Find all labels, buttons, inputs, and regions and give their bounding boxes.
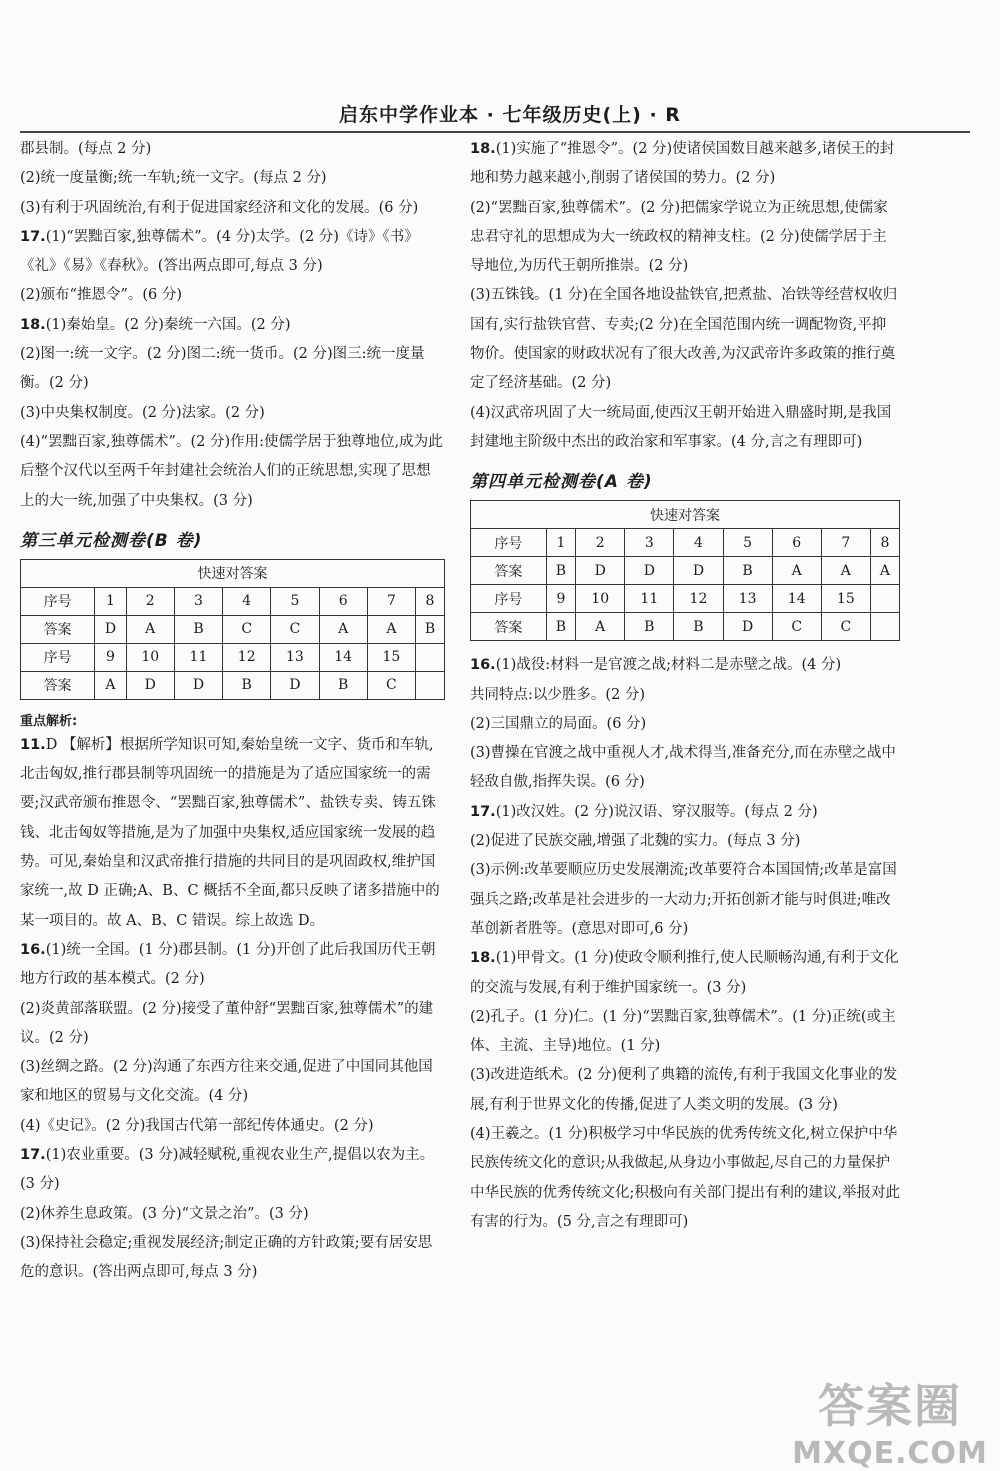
table-cell: 答案 <box>471 557 547 585</box>
table-cell: A <box>772 557 821 585</box>
question-number: 18. <box>470 950 496 967</box>
question-16 <box>20 936 445 995</box>
question-number: 17. <box>470 803 496 820</box>
answer-table <box>20 559 445 700</box>
section-title: 第四单元检测卷(A 卷) <box>470 472 653 493</box>
question-17 <box>20 223 445 282</box>
table-cell: 12 <box>223 643 271 671</box>
answer-text: (3)曹操在官渡之战中重视人才,战术得当,准备充分,而在赤壁之战中轻敌自傲,指挥失误。(6 分) <box>470 745 896 791</box>
table-cell: B <box>723 557 772 585</box>
text-line: (2)统一度量衡;统一车轨;统一文字。(每点 2 分) <box>20 170 327 187</box>
table-cell: 5 <box>723 529 772 557</box>
table-cell: A <box>870 557 899 585</box>
table-cell: 6 <box>319 587 367 615</box>
table-cell: 序号 <box>21 587 95 615</box>
answer-text: (1)改汉姓。(2 分)说汉语、穿汉服等。(每点 2 分) <box>495 803 818 820</box>
table-row <box>21 587 445 615</box>
answer-text: (3)丝绸之路。(2 分)沟通了东西方往来交通,促进了中国同其他国家和地区的贸易与文化交流。(4 分) <box>20 1059 433 1105</box>
table-cell <box>870 613 899 641</box>
table-cell: 6 <box>772 529 821 557</box>
watermark-url: MXQE.COM <box>792 1436 988 1471</box>
answer-text: (1)统一全国。(1 分)郡县制。(1 分)开创了此后我国历代王朝地方行政的基本模式。(2 分) <box>20 941 436 988</box>
table-cell: 1 <box>95 587 126 615</box>
answer-text: (4)王羲之。(1 分)积极学习中华民族的优秀传统文化,树立保护中华民族传统文化的意识;从我做起,从身边小事做起,尽自己的力量保护中华民族的优秀传统文化;积极向有关部门提出有利的建议,举报对此有害的行为。(5 分,言之有理即可) <box>470 1126 900 1230</box>
table-cell: 10 <box>576 585 625 613</box>
right-column <box>470 135 900 1237</box>
table-cell: A <box>821 557 870 585</box>
table-caption: 快速对答案 <box>21 559 445 587</box>
table-cell: D <box>174 671 222 699</box>
question-number: 16. <box>470 657 496 674</box>
question-16 <box>470 651 900 680</box>
table-cell: B <box>416 615 445 643</box>
table-cell: 4 <box>223 587 271 615</box>
key-points-heading: 重点解析: <box>20 713 78 729</box>
table-cell: 答案 <box>21 671 95 699</box>
table-cell: 4 <box>674 529 723 557</box>
answer-text: (2)图一:统一文字。(2 分)图二:统一货币。(2 分)图三:统一度量衡。(2 分) <box>20 346 425 392</box>
question-number: 17. <box>20 1147 46 1164</box>
table-cell: 13 <box>271 643 319 671</box>
question-number: 16. <box>20 941 46 958</box>
table-cell: 14 <box>319 643 367 671</box>
question-18 <box>20 311 445 340</box>
table-cell: 11 <box>625 585 674 613</box>
table-cell: 10 <box>126 643 174 671</box>
answer-text: (1)农业重要。(3 分)减轻赋税,重视农业生产,提倡以农为主。(3 分) <box>20 1147 435 1193</box>
table-cell: 2 <box>576 529 625 557</box>
table-cell: 8 <box>416 587 445 615</box>
table-cell: D <box>625 557 674 585</box>
table-cell: 序号 <box>21 643 95 671</box>
table-cell <box>870 585 899 613</box>
question-number: 18. <box>470 141 496 157</box>
table-cell: B <box>546 613 575 641</box>
table-cell: 答案 <box>471 613 547 641</box>
table-cell: A <box>319 615 367 643</box>
table-cell: 9 <box>95 643 126 671</box>
question-11 <box>20 731 445 936</box>
page-header: 启东中学作业本 · 七年级历史(上) · R <box>339 104 681 126</box>
table-cell: 7 <box>367 587 415 615</box>
question-number: 17. <box>20 228 46 245</box>
table-cell: D <box>271 671 319 699</box>
table-cell: 1 <box>546 529 575 557</box>
table-cell: A <box>576 613 625 641</box>
table-row <box>21 643 445 671</box>
table-cell: 13 <box>723 585 772 613</box>
table-row <box>21 671 445 699</box>
answer-text: (1)秦始皇。(2 分)秦统一六国。(2 分) <box>45 316 291 333</box>
answer-text: 共同特点:以少胜多。(2 分) <box>470 686 646 703</box>
answer-text: (1)实施了“推恩令”。(2 分)使诸侯国数目越来越多,诸侯王的封地和势力越来越小,削弱了诸侯国的势力。(2 分) <box>470 141 895 187</box>
watermark-logo <box>790 1370 990 1471</box>
table-cell: A <box>126 615 174 643</box>
answer-text: (2)“罢黜百家,独尊儒术”。(2 分)把儒家学说立为正统思想,使儒家忠君守礼的思想成为大一统政权的精神支柱。(2 分)使儒学居于主导地位,为历代王朝所推崇。(2 分) <box>470 199 888 275</box>
table-cell: 7 <box>821 529 870 557</box>
table-cell: 12 <box>674 585 723 613</box>
question-18 <box>470 135 900 194</box>
table-cell: 3 <box>174 587 222 615</box>
table-cell: 14 <box>772 585 821 613</box>
table-cell: D <box>723 613 772 641</box>
table-cell: C <box>271 615 319 643</box>
question-17 <box>470 798 900 827</box>
answer-text: D 【解析】根据所学知识可知,秦始皇统一文字、货币和车轨,北击匈奴,推行郡县制等巩固统一的措施是为了适应国家统一的需要;汉武帝颁布推恩令、“罢黜百家,独尊儒术”、盐铁专卖、铸五铢钱、北击匈奴等措施,是为了加强中央集权,适应国家统一发展的趋势。可见,秦始皇和汉武帝推行措施的共同目的是巩固政权,维护国家统一,故 D 正确;A、B、C 概括不全面,都只反映了诸多措施中的某一项目的。故 A、B、C 错误。综上故选 D。 <box>20 736 440 929</box>
question-number: 18. <box>20 316 46 333</box>
table-row <box>471 613 900 641</box>
table-row <box>471 529 900 557</box>
table-cell: 11 <box>174 643 222 671</box>
table-cell: D <box>95 615 126 643</box>
table-cell: D <box>576 557 625 585</box>
answer-text: (4)《史记》。(2 分)我国古代第一部纪传体通史。(2 分) <box>20 1117 374 1134</box>
table-caption: 快速对答案 <box>471 501 900 529</box>
table-cell: 答案 <box>21 615 95 643</box>
text-line: (3)有利于巩固统治,有利于促进国家经济和文化的发展。(6 分) <box>20 199 419 216</box>
table-cell: 2 <box>126 587 174 615</box>
table-cell: C <box>367 671 415 699</box>
section-title: 第三单元检测卷(B 卷) <box>20 530 203 551</box>
question-17b <box>20 1141 445 1200</box>
watermark-text: 答案圈 <box>818 1379 962 1433</box>
table-cell: B <box>625 613 674 641</box>
answer-text: (2)孔子。(1 分)仁。(1 分)“罢黜百家,独尊儒术”。(1 分)正统(或主体、主流、主导)地位。(1 分) <box>470 1008 896 1055</box>
table-row <box>471 557 900 585</box>
table-cell: 9 <box>546 585 575 613</box>
table-cell: B <box>546 557 575 585</box>
table-cell: A <box>95 671 126 699</box>
table-cell: C <box>223 615 271 643</box>
table-cell: C <box>772 613 821 641</box>
table-cell: 15 <box>821 585 870 613</box>
question-18b <box>470 944 900 1003</box>
table-cell <box>416 643 445 671</box>
table-cell: 序号 <box>471 585 547 613</box>
table-cell: D <box>674 557 723 585</box>
table-cell: 序号 <box>471 529 547 557</box>
answer-text: (2)颁布“推恩令”。(6 分) <box>20 287 183 304</box>
answer-text: (3)改进造纸术。(2 分)便利了典籍的流传,有利于我国文化事业的发展,有利于世界文化的传播,促进了人类文明的发展。(3 分) <box>470 1067 898 1113</box>
answer-text: (1)“罢黜百家,独尊儒术”。(4 分)太学。(2 分)《诗》《书》《礼》《易》《春秋》。(答出两点即可,每点 3 分) <box>20 228 419 275</box>
question-number: 11. <box>20 736 46 753</box>
answer-text: (3)示例:改革要顺应历史发展潮流;改革要符合本国国情;改革是富国强兵之路;改革是社会进步的一大动力;开拓创新才能与时俱进;唯改革创新者胜等。(意思对即可,6 分) <box>470 862 897 937</box>
answer-table <box>470 500 900 641</box>
answer-text: (3)保持社会稳定;重视发展经济;制定正确的方针政策;要有居安思危的意识。(答出两点即可,每点 3 分) <box>20 1234 433 1281</box>
answer-text: (2)休养生息政策。(3 分)“文景之治”。(3 分) <box>20 1205 309 1222</box>
table-cell: 8 <box>870 529 899 557</box>
answer-text: (3)五铢钱。(1 分)在全国各地设盐铁官,把煮盐、冶铁等经营权收归国有,实行盐铁官营、专卖;(2 分)在全国范围内统一调配物资,平抑物价。使国家的财政状况有了很大改善,为汉武帝许多政策的推行奠定了经济基础。(2 分) <box>470 287 898 392</box>
answer-text: (2)炎黄部落联盟。(2 分)接受了董仲舒“罢黜百家,独尊儒术”的建议。(2 分) <box>20 1000 434 1046</box>
table-row <box>21 615 445 643</box>
table-cell <box>416 671 445 699</box>
header-divider <box>20 131 970 133</box>
answer-text: (4)“罢黜百家,独尊儒术”。(2 分)作用:使儒学居于独尊地位,成为此后整个汉代以至两千年封建社会统治人们的正统思想,实现了思想上的大一统,加强了中央集权。(3 分) <box>20 433 443 509</box>
answer-text: (2)促进了民族交融,增强了北魏的实力。(每点 3 分) <box>470 833 801 850</box>
text-line: 郡县制。(每点 2 分) <box>20 141 152 157</box>
left-column <box>20 135 445 1288</box>
answer-text: (1)甲骨文。(1 分)使政令顺利推行,使人民顺畅沟通,有利于文化的交流与发展,有利于维护国家统一。(3 分) <box>470 950 899 996</box>
table-cell: A <box>367 615 415 643</box>
table-cell: B <box>174 615 222 643</box>
table-cell: 15 <box>367 643 415 671</box>
answer-text: (1)战役:材料一是官渡之战;材料二是赤壁之战。(4 分) <box>495 657 842 674</box>
table-cell: B <box>674 613 723 641</box>
answer-text: (2)三国鼎立的局面。(6 分) <box>470 715 647 732</box>
table-row <box>471 585 900 613</box>
answer-text: (3)中央集权制度。(2 分)法家。(2 分) <box>20 404 265 421</box>
table-cell: B <box>319 671 367 699</box>
answer-text: (4)汉武帝巩固了大一统局面,使西汉王朝开始进入鼎盛时期,是我国封建地主阶级中杰出的政治家和军事家。(4 分,言之有理即可) <box>470 404 892 450</box>
table-cell: 3 <box>625 529 674 557</box>
table-cell: D <box>126 671 174 699</box>
table-cell: B <box>223 671 271 699</box>
table-cell: 5 <box>271 587 319 615</box>
table-cell: C <box>821 613 870 641</box>
